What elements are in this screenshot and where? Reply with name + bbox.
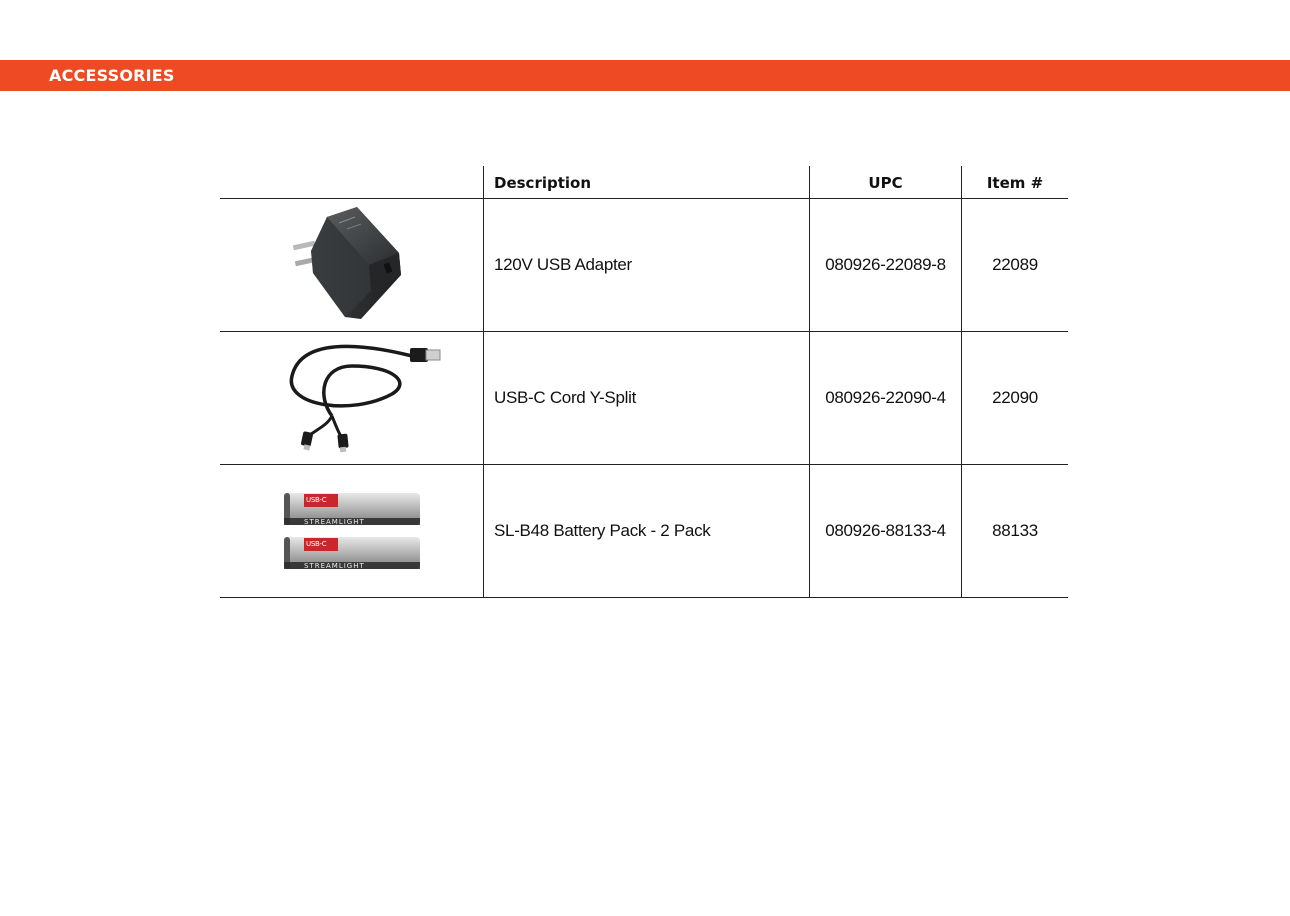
header-image — [220, 166, 483, 198]
product-item-number: 88133 — [961, 465, 1068, 597]
battery-tag: USB-C — [305, 496, 326, 504]
battery-brand: STREAMLIGHT — [303, 518, 365, 526]
product-image-cell — [220, 332, 483, 464]
battery-brand: STREAMLIGHT — [303, 562, 365, 570]
battery-2 — [284, 537, 420, 570]
table-row — [220, 332, 1068, 465]
product-image-cell — [220, 465, 483, 597]
table-row — [220, 199, 1068, 332]
product-upc: 080926-22089-8 — [809, 199, 961, 331]
battery-1 — [284, 493, 420, 526]
product-item-number: 22090 — [961, 332, 1068, 464]
header-upc: UPC — [809, 166, 961, 198]
product-description: 120V USB Adapter — [483, 199, 809, 331]
product-description: USB-C Cord Y-Split — [483, 332, 809, 464]
usb-adapter-image — [287, 203, 417, 327]
table-header-row — [220, 166, 1068, 199]
battery-pack-image — [282, 489, 422, 573]
product-upc: 080926-88133-4 — [809, 465, 961, 597]
header-description: Description — [483, 166, 809, 198]
table-row — [220, 465, 1068, 598]
usb-cord-image — [262, 336, 442, 460]
battery-tag: USB-C — [305, 540, 326, 548]
product-description: SL-B48 Battery Pack - 2 Pack — [483, 465, 809, 597]
product-upc: 080926-22090-4 — [809, 332, 961, 464]
accessories-table — [220, 166, 1068, 598]
section-banner — [0, 60, 1290, 91]
product-item-number: 22089 — [961, 199, 1068, 331]
section-title: ACCESSORIES — [49, 66, 175, 85]
product-image-cell — [220, 199, 483, 331]
header-item-number: Item # — [961, 166, 1068, 198]
